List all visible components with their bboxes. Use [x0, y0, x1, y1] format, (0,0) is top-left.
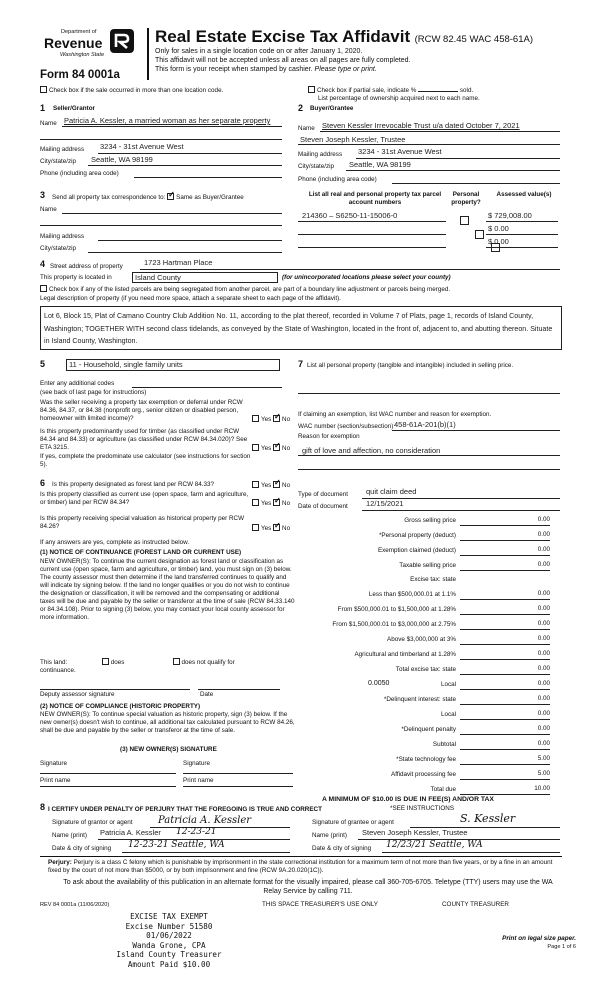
q-forest-answers — [252, 481, 290, 490]
form-title — [155, 27, 533, 47]
tax-value-3[interactable]: 0.00 — [537, 561, 550, 568]
tax-label-18: Total due — [430, 786, 456, 793]
does-checkbox[interactable] — [102, 658, 109, 665]
section1-number: 1 — [40, 103, 46, 113]
seller-mailing-label: Mailing address — [40, 146, 85, 153]
tax-value-9[interactable]: 0.00 — [537, 650, 550, 657]
grantee-date-value[interactable]: 12/23/21 Seattle, WA — [386, 840, 483, 850]
q-current-use-no[interactable] — [273, 499, 280, 506]
doc-date-label: Date of document — [298, 503, 348, 510]
sec7-title: List all personal property (tangible and intangible) included in selling price. — [307, 362, 514, 369]
seller-city-label: City/state/zip — [40, 158, 77, 165]
buyer-city-value[interactable]: Seattle, WA 98199 — [349, 160, 411, 169]
local-rate-value[interactable]: 0.0050 — [368, 680, 390, 687]
parcel-number-value[interactable]: 214360 – S6250-11-15006-0 — [302, 211, 398, 220]
tax-label-2: Exemption claimed (deduct) — [377, 547, 456, 554]
wa-logo-icon — [110, 29, 134, 53]
does-not-checkbox[interactable] — [173, 658, 180, 665]
doc-type-label: Type of document — [298, 491, 349, 498]
yes-label: Yes — [261, 525, 272, 532]
grantor-name-value[interactable]: Patricia A. Kessler — [100, 828, 161, 837]
partial-sale-checkbox[interactable] — [308, 86, 315, 93]
section2-number: 2 — [298, 103, 304, 113]
grantor-sig-label: Signature of grantor or agent — [52, 819, 133, 826]
additional-codes-label: Enter any additional codes — [40, 380, 115, 387]
q-historic-no[interactable] — [273, 524, 280, 531]
q-historic-yes[interactable] — [252, 524, 259, 531]
section7-number: 7 — [298, 359, 304, 369]
yes-label: Yes — [261, 416, 272, 423]
tax-value-8[interactable]: 0.00 — [537, 635, 550, 642]
tax-label-10: Total excise tax: state — [395, 666, 456, 673]
tax-label-13: Local — [440, 711, 456, 718]
land-use-code-select[interactable] — [66, 359, 280, 371]
tax-label-15: Subtotal — [432, 741, 456, 748]
q-current-use-yes[interactable] — [252, 499, 259, 506]
minimum-due-note: A MINIMUM OF $10.00 IS DUE IN FEE(S) AND/OR TAX — [322, 796, 494, 803]
assessed-col-header: Assessed value(s) — [496, 191, 552, 198]
tax-value-7[interactable]: 0.00 — [537, 620, 550, 627]
multi-location-label: Check box if the sale occurred in more than one location code. — [49, 87, 224, 94]
q-current-use-text: Is this property classified as current use (open space, farm and agriculture, or timber) land per RCW 84.34? — [40, 491, 249, 506]
buyer-title: Buyer/Grantee — [310, 105, 354, 112]
new-owner-print-label-1: Print name — [40, 777, 71, 784]
tax-label-5: Less than $500,000.01 at 1.1% — [368, 591, 456, 598]
q-forest-no[interactable] — [273, 481, 280, 488]
partial-sale-check[interactable] — [308, 86, 473, 95]
q-exemption-text: Was the seller receiving a property tax exemption or deferral under RCW 84.36, 84.37, or 84.38 (nonprofit org., senior citizen or disabled person, homeowner with limited income)? — [40, 399, 243, 422]
tax-value-2[interactable]: 0.00 — [537, 546, 550, 553]
dor-logo — [40, 27, 140, 69]
wac-value[interactable]: 458-61A-201(b)(1) — [394, 420, 456, 429]
header-divider — [147, 28, 149, 80]
rev-number: REV 84 0001a (11/06/2020) — [40, 902, 110, 908]
perjury-bold: Perjury: — [48, 859, 72, 866]
section4-number: 4 — [40, 259, 46, 269]
stamp-line6: Amount Paid $10.00 — [127, 959, 211, 969]
sec3-mailing-label: Mailing address — [40, 233, 85, 240]
tax-value-13[interactable]: 0.00 — [537, 710, 550, 717]
header-sub2: This affidavit will not be accepted unless all areas on all pages are fully completed. — [155, 57, 411, 64]
tax-value-18[interactable]: 10.00 — [534, 785, 550, 792]
header-sub3 — [155, 66, 377, 75]
new-owner-sig-label-1: Signature — [40, 760, 67, 767]
reason-label: Reason for exemption — [298, 433, 360, 440]
county-label: This property is located in — [40, 274, 112, 281]
notice1-title: (1) NOTICE OF CONTINUANCE (FOREST LAND OR CURRENT USE) — [40, 549, 242, 556]
q-forest-text: Is this property designated as forest land per RCW 84.33? — [52, 481, 215, 488]
tax-label-6: From $500,000.01 to $1,500,000 at 1.28% — [337, 606, 456, 613]
tax-value-12[interactable]: 0.00 — [537, 695, 550, 702]
q-timber-ifyes: If yes, complete the predominate use calculator (see instructions for section 5). — [40, 453, 251, 468]
new-owner-print-label-2: Print name — [183, 777, 214, 784]
yes-label: Yes — [261, 500, 272, 507]
segregated-label: Check box if any of the listed parcels are being segregated from another parcel, are part of a boundary line adjustment or parcels being merged. — [49, 286, 451, 293]
notice2-title: (2) NOTICE OF COMPLIANCE (HISTORIC PROPERTY) — [40, 703, 201, 710]
no-label: No — [282, 525, 291, 532]
same-as-buyer-checkbox[interactable] — [167, 193, 174, 200]
multi-location-check[interactable] — [40, 86, 223, 95]
grantor-name-date[interactable]: 12-23-21 — [176, 827, 217, 837]
page-number: Page 1 of 6 — [547, 944, 576, 950]
perjury-notice — [48, 859, 563, 875]
sec3-city-label: City/state/zip — [40, 245, 77, 252]
parcel-col-header: List all real and personal property tax parcel account numbers — [308, 191, 442, 206]
legal-size-note: Print on legal size paper. — [502, 935, 576, 942]
q-exemption-yes[interactable] — [252, 415, 259, 422]
no-label: No — [282, 500, 291, 507]
additional-codes-note: (see back of last page for instructions) — [40, 389, 147, 396]
new-owner-sig-label-2: Signature — [183, 760, 210, 767]
notice1-text: NEW OWNER(S): To continue the current designation as forest land or classification as current use (open space, farm and agriculture, or timber) land, you must sign on (3) below. The county assessor must then determine if the land transferred continues to qualify and will indicate by signing below. If the land no longer qualifies or you do not wish to continue the designation or classification, it will be removed and the compensating or additional taxes will be due and payable by the seller or transferor at the time of sale (RCW 84.33.140 or 84.34.108). Prior to signing (3) below, you may contact your local county assessor for more information. — [40, 558, 295, 621]
grantee-date-label: Date & city of signing — [312, 845, 372, 852]
dept-line1: Department of — [61, 29, 97, 35]
tax-label-3: Taxable selling price — [399, 562, 456, 569]
buyer-name-label: Name — [298, 125, 315, 132]
partial-sold-label: sold. — [459, 87, 474, 94]
q-timber-text: Is this property predominantly used for timber (as classified under RCW 84.34 and 84.33) or agriculture (as classified under RCW 84.34.020)? See ETA 3215. — [40, 428, 248, 451]
grantee-sig-label: Signature of grantee or agent — [312, 819, 394, 826]
buyer-mailing-value[interactable]: 3234 - 31st Avenue West — [358, 147, 442, 156]
sec3-title-row — [52, 193, 244, 202]
tax-value-11[interactable]: 0.00 — [537, 680, 550, 687]
yes-label: Yes — [261, 482, 272, 489]
section6-number: 6 — [40, 478, 46, 488]
header-sub1: Only for sales in a single location code on or after January 1, 2020. — [155, 48, 363, 55]
seller-name-label: Name — [40, 120, 57, 127]
section5-number: 5 — [40, 359, 46, 369]
county-value: Island County — [135, 273, 181, 282]
county-treasurer-label: COUNTY TREASURER — [442, 901, 509, 908]
segregated-check[interactable] — [40, 285, 450, 294]
seller-phone-label: Phone (including area code) — [40, 170, 119, 177]
doc-type-value[interactable]: quit claim deed — [366, 487, 417, 496]
same-as-buyer-label: Same as Buyer/Grantee — [176, 194, 244, 201]
personal-col-header: Personal property? — [451, 191, 481, 206]
treasurer-stamp — [84, 912, 254, 970]
no-label: No — [282, 445, 291, 452]
grantor-signature[interactable]: Patricia A. Kessler — [158, 815, 252, 826]
seller-title: Seller/Grantor — [53, 105, 95, 112]
this-land-row — [40, 658, 235, 667]
legal-description-text: Lot 6, Block 15, Plat of Camano Country Club Addition No. 11, according to the plat thereof, recorded in Volume 7 of Plats, page 1, records of Island County, Washington; TOGETHER WITH second class tidelands, as conveyed by the State of Washington, located in the front of, adjacent to, and abutting thereon. Situate in Island County, Washington. — [44, 312, 553, 345]
tax-label-16: *State technology fee — [396, 756, 456, 763]
if-any-yes: If any answers are yes, complete as instructed below. — [40, 539, 190, 546]
reason-value[interactable]: gift of love and affection, no consideration — [302, 446, 441, 455]
tax-label-11: Local — [440, 681, 456, 688]
seller-name-value[interactable]: Patricia A. Kessler, a married woman as her separate property — [64, 116, 271, 125]
street-value[interactable]: 1723 Hartman Place — [144, 258, 213, 267]
segregated-checkbox[interactable] — [40, 285, 47, 292]
tax-value-14[interactable]: 0.00 — [537, 725, 550, 732]
multi-location-checkbox[interactable] — [40, 86, 47, 93]
tax-value-0[interactable]: 0.00 — [537, 516, 550, 523]
notice3-title: (3) NEW OWNER(S) SIGNATURE — [120, 746, 217, 753]
no-label: No — [282, 482, 291, 489]
street-label: Street address of property — [50, 263, 123, 270]
tax-label-8: Above $3,000,000 at 3% — [387, 636, 456, 643]
buyer-name-value[interactable]: Steven Kessler Irrevocable Trust u/a dated October 7, 2021 — [322, 121, 520, 130]
tax-value-1[interactable]: 0.00 — [537, 531, 550, 538]
tax-label-12: *Delinquent interest: state — [383, 696, 456, 703]
notice2-text: NEW OWNER(S): To continue special valuation as historic property, sign (3) below. If the new owner(s) doesn't wish to continue, all additional tax calculated pursuant to RCW 84.26, shall be due and payable by the seller or transferor at the time of sale. — [40, 711, 295, 734]
tax-label-7: From $1,500,000.01 to $3,000,000 at 2.75% — [332, 621, 456, 628]
stamp-line3: 01/06/2022 — [146, 931, 192, 941]
assessed-value-2[interactable]: $ 0.00 — [488, 224, 509, 233]
tax-value-17[interactable]: 5.00 — [537, 770, 550, 777]
county-select[interactable] — [132, 272, 278, 283]
perjury-text: Perjury is a class C felony which is punishable by imprisonment in the state correctional institution for a maximum term of not more than five years, or by a fine in an amount fixed by the court of not more than $5000, or by both imprisonment and fine (RCW 9A.20.020(1C)). — [48, 859, 553, 874]
yes-label: Yes — [261, 445, 272, 452]
grantee-name-value[interactable]: Steven Joseph Kessler, Trustee — [362, 828, 468, 837]
header-sub3b: Please type or print. — [314, 66, 377, 73]
tax-label-9: Agricultural and timberland at 1.28% — [354, 651, 456, 658]
q-exemption-answers — [252, 415, 290, 424]
stamp-line1: EXCISE TAX EXEMPT — [130, 912, 208, 921]
seller-city-value[interactable]: Seattle, WA 98199 — [91, 155, 153, 164]
header-sub3a: This form is your receipt when stamped by cashier. — [155, 66, 313, 73]
personal-checkbox-2[interactable] — [475, 230, 484, 239]
q-timber-no[interactable] — [273, 444, 280, 451]
tax-value-15[interactable]: 0.00 — [537, 740, 550, 747]
grantee-signature[interactable]: S. Kessler — [460, 812, 516, 825]
certify-title: I CERTIFY UNDER PENALTY OF PERJURY THAT THE FOREGOING IS TRUE AND CORRECT — [48, 806, 322, 813]
section8-number: 8 — [40, 802, 46, 812]
sec3-title: Send all property tax correspondence to: — [52, 194, 166, 201]
see-instructions: *SEE INSTRUCTIONS — [390, 805, 455, 812]
section3-number: 3 — [40, 190, 46, 200]
tax-label-4: Excise tax: state — [410, 576, 456, 583]
tax-label-14: *Delinquent penalty — [401, 726, 456, 733]
no-label: No — [282, 416, 291, 423]
grantor-date-value[interactable]: 12-23-21 Seattle, WA — [128, 840, 225, 850]
dept-line3: Washington State — [60, 52, 105, 58]
q-exemption-no[interactable] — [273, 415, 280, 422]
tax-value-10[interactable]: 0.00 — [537, 665, 550, 672]
seller-mailing-value[interactable]: 3234 - 31st Avenue West — [100, 142, 184, 151]
grantee-name-label: Name (print) — [312, 832, 347, 839]
this-land-label: This land: — [40, 659, 68, 666]
title-text: Real Estate Excise Tax Affidavit — [155, 27, 411, 46]
assessed-value-1[interactable]: $ 729,008.00 — [488, 211, 532, 220]
deputy-date-label: Date — [200, 691, 214, 698]
assessed-value-3[interactable]: $ 0.00 — [488, 237, 509, 246]
stamp-line4: Wanda Grone, CPA — [132, 940, 206, 950]
tax-value-5[interactable]: 0.00 — [537, 590, 550, 597]
q-timber-yes[interactable] — [252, 444, 259, 451]
alt-format-notice: To ask about the availability of this publication in an alternate format for the visually impaired, please call 360-705-6705. Teletype (TTY) users may use the WA Relay Service by calling 711. — [63, 879, 553, 895]
wac-label: WAC number (section/subsection) — [298, 423, 394, 430]
personal-checkbox-1[interactable] — [460, 216, 469, 225]
buyer-name-value2[interactable]: Steven Joseph Kessler, Trustee — [300, 135, 406, 144]
doc-date-value[interactable]: 12/15/2021 — [366, 499, 404, 508]
continuance-label: continuance. — [40, 667, 76, 674]
grantor-name-label: Name (print) — [52, 832, 87, 839]
q-current-use-answers — [252, 499, 290, 508]
form-number: Form 84 0001a — [40, 69, 120, 81]
does-label: does — [110, 659, 125, 666]
treasurer-use-only: THIS SPACE TREASURER'S USE ONLY — [262, 901, 378, 908]
exemption-label: If claiming an exemption, list WAC number and reason for exemption. — [298, 411, 492, 418]
tax-label-17: Affidavit processing fee — [391, 771, 456, 778]
legal-description-box[interactable] — [40, 306, 562, 350]
land-use-code-value: 11 - Household, single family units — [69, 360, 183, 369]
stamp-line5: Island County Treasurer — [116, 950, 222, 960]
buyer-mailing-label: Mailing address — [298, 151, 343, 158]
q-forest-yes[interactable] — [252, 481, 259, 488]
title-ref: (RCW 82.45 WAC 458-61A) — [414, 34, 533, 45]
does-not-label: does not qualify for — [181, 659, 235, 666]
county-note: (for unincorporated locations please select your county) — [282, 274, 451, 281]
q-timber-answers — [252, 444, 290, 453]
deputy-signature-label: Deputy assessor signature — [40, 691, 115, 698]
q-historic-answers — [252, 524, 290, 533]
buyer-phone-label: Phone (including area code) — [298, 176, 377, 183]
buyer-city-label: City/state/zip — [298, 163, 335, 170]
partial-note: List percentage of ownership acquired next to each name. — [318, 95, 480, 102]
sec3-name-label: Name — [40, 206, 57, 213]
tax-label-1: *Personal property (deduct) — [378, 532, 456, 539]
partial-sale-label: Check box if partial sale, indicate % — [317, 87, 417, 94]
grantor-date-label: Date & city of signing — [52, 845, 112, 852]
tax-value-6[interactable]: 0.00 — [537, 605, 550, 612]
legal-label: Legal description of property (if you need more space, attach a separate sheet to each page of the affidavit). — [40, 295, 341, 302]
dept-line2: Revenue — [44, 35, 103, 51]
tax-label-0: Gross selling price — [404, 517, 456, 524]
q-historic-text: Is this property receiving special valuation as historical property per RCW 84.26? — [40, 515, 245, 530]
tax-value-16[interactable]: 5.00 — [537, 755, 550, 762]
stamp-line2: Excise Number 51580 — [125, 921, 213, 931]
